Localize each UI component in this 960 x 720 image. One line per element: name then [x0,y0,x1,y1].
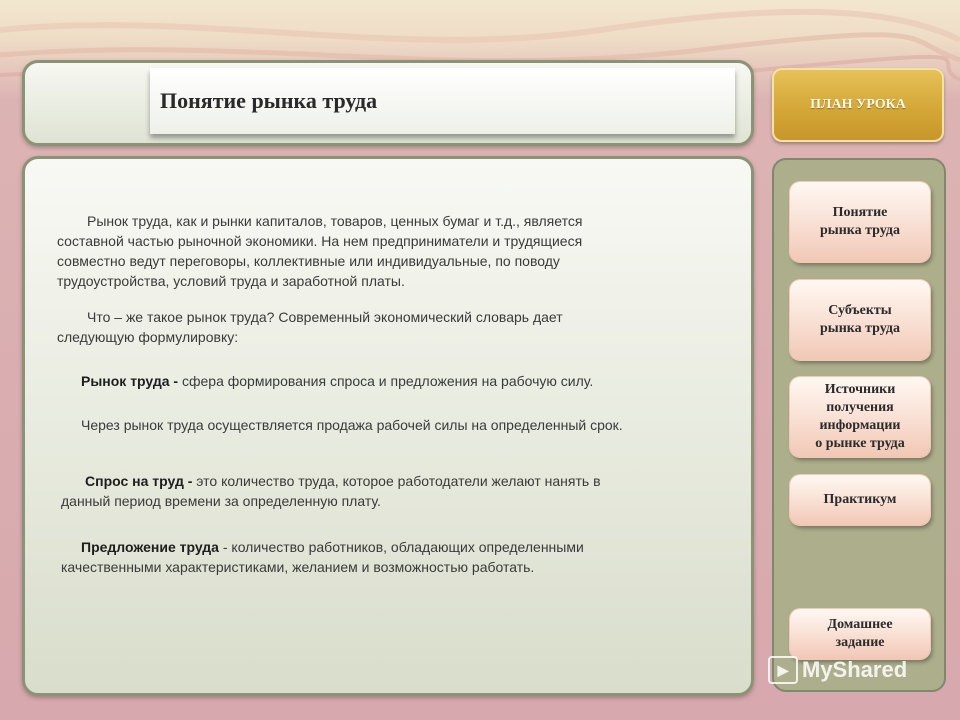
nav-item-homework[interactable] [790,609,930,659]
nav-item-labor-market-subjects[interactable] [790,280,930,360]
nav-item-label: задание [835,635,885,650]
intro-line-4: трудоустройства, условий труда и заработной платы. [57,273,405,289]
question-paragraph [57,307,563,347]
nav-item-information-sources[interactable] [790,377,930,457]
definition-term: Рынок труда - [81,373,179,389]
nav-item-label: Понятие [832,205,888,220]
watermark-logo-icon: ▶ [768,656,798,684]
intro-line-1: Рынок труда, как и рынки капиталов, товаров, ценных бумаг и т.д., является [87,213,583,229]
nav-item-label: рынка труда [820,321,900,336]
definition-paragraph [81,371,593,391]
watermark [768,656,907,684]
nav-item-label: о рынке труда [815,436,905,451]
demand-line-2: данный период времени за определенную плату. [61,493,381,509]
content-panel [22,156,754,696]
slide-title: Понятие рынка труда [160,88,378,113]
intro-paragraph [57,211,582,291]
question-line-1: Что – же такое рынок труда? Современный экономический словарь дает [87,309,563,325]
supply-line-1: - количество работников, обладающих определенными [218,539,584,555]
demand-term: Спрос на труд - [85,473,193,489]
demand-paragraph [61,471,601,511]
lesson-plan-label: ПЛАН УРОКА [810,97,906,112]
lesson-plan-button[interactable] [772,68,944,142]
title-strip [150,68,735,134]
supply-term: Предложение труда [81,539,219,555]
nav-item-label: Домашнее [827,617,893,632]
sale-paragraph: Через рынок труда осуществляется продажа рабочей силы на определенный срок. [81,417,623,433]
nav-item-label: рынка труда [820,223,900,238]
nav-item-label: Субъекты [828,303,892,318]
question-line-2: следующую формулировку: [57,329,239,345]
nav-item-label: получения [826,400,894,415]
watermark-text: MyShared [802,657,908,682]
nav-item-labor-market-concept[interactable] [790,182,930,262]
nav-item-label: информации [819,418,901,433]
supply-line-2: качественными характеристиками, желанием и возможностью работать. [61,559,535,575]
supply-paragraph [61,537,584,577]
intro-line-2: составной частью рыночной экономики. На нем предприниматели и трудящиеся [57,233,583,249]
nav-item-label: Практикум [823,492,897,507]
definition-text: сфера формирования спроса и предложения на рабочую силу. [178,373,594,389]
nav-item-label: Источники [824,382,896,397]
intro-line-3: совместно ведут переговоры, коллективные или индивидуальные, по поводу [57,253,560,269]
nav-item-practicum[interactable] [790,475,930,525]
demand-line-1: это количество труда, которое работодатели желают нанять в [192,473,601,489]
